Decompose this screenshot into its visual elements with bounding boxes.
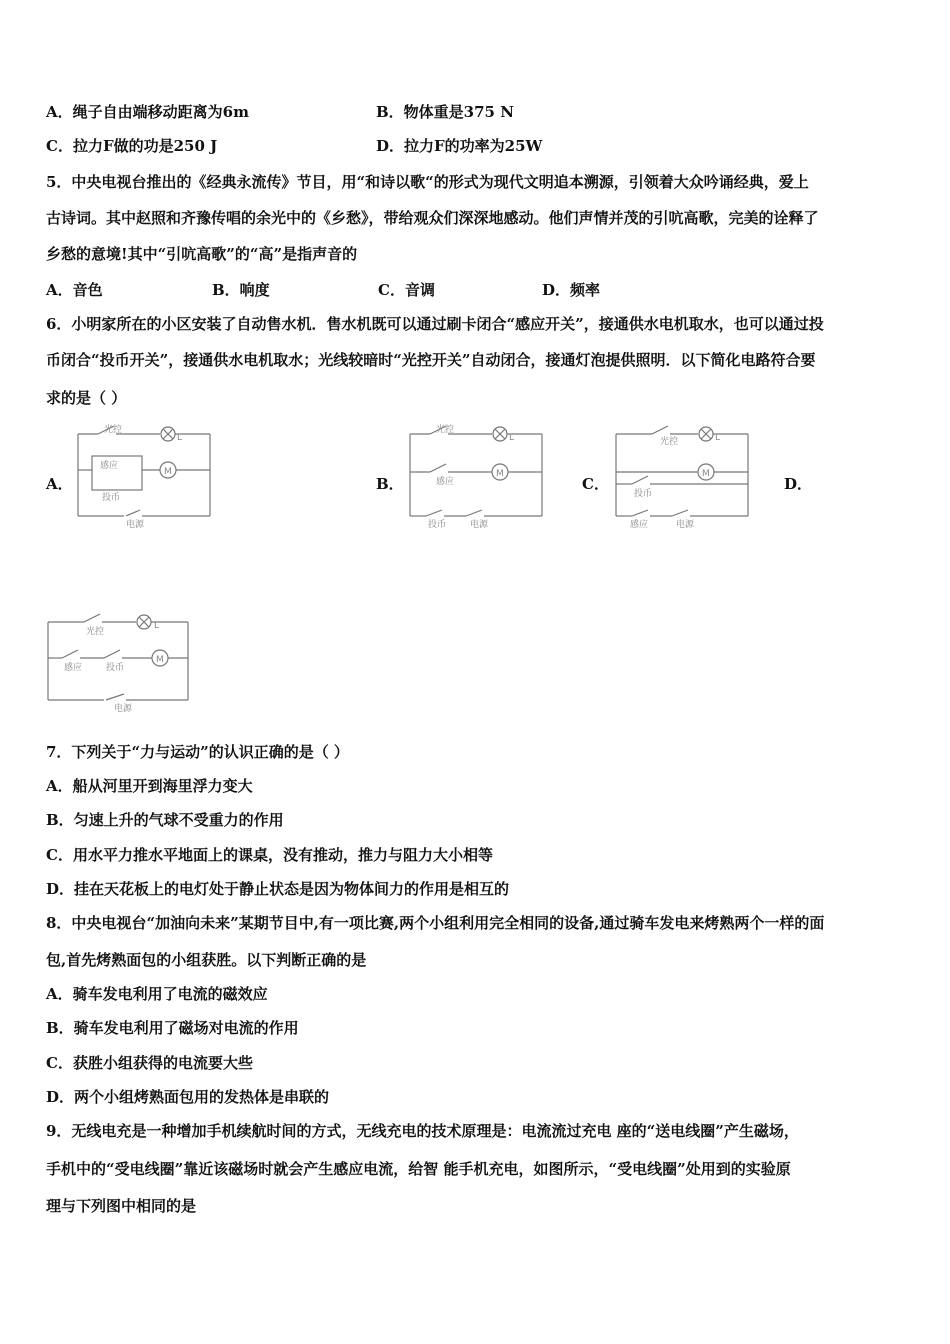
q7-option-d: D．挂在天花板上的电灯处于静止状态是因为物体间力的作用是相互的 (46, 880, 510, 898)
circuit-diagram-d (44, 608, 194, 714)
circuit-d-induction-label: 感应 (64, 663, 83, 673)
q6-label-a: A． (46, 475, 73, 493)
q5-option-b: B．响度 (212, 281, 270, 299)
circuit-d-coin-label: 投币 (106, 663, 125, 673)
q7-stem: 7．下列关于“力与运动”的认识正确的是（ ） (46, 743, 349, 761)
q5-stem-line1: 5．中央电视台推出的《经典永流传》节目，用“和诗以歌“的形式为现代文明追本溯源，引领着大众吟诵经典，爱上 (46, 173, 809, 191)
q7-option-c: C．用水平力推水平地面上的课桌，没有推动，推力与阻力大小相等 (46, 846, 493, 864)
q5-option-d: D．频率 (542, 281, 601, 299)
q8-stem-line2: 包,首先烤熟面包的小组获胜。以下判断正确的是 (46, 951, 367, 969)
circuit-d-power-label: 电源 (114, 704, 133, 714)
q7-option-a: A．船从河里开到海里浮力变大 (46, 777, 253, 795)
circuit-diagram-b (406, 424, 546, 530)
circuit-d-motor-label: M (156, 655, 164, 665)
circuit-c-light-label: 光控 (660, 437, 679, 447)
q5-option-c: C．音调 (378, 281, 435, 299)
q6-stem-line2: 币闭合“投币开关”，接通供水电机取水；光线较暗时“光控开关”自动闭合，接通灯泡提供照明．以下简化电路符合要 (46, 351, 816, 369)
circuit-c-induction-label: 感应 (630, 520, 649, 530)
q8-option-b: B．骑车发电利用了磁场对电流的作用 (46, 1019, 299, 1037)
circuit-b-motor-label: M (496, 469, 504, 479)
q4-option-d: D．拉力F的功率为25W (376, 137, 543, 155)
circuit-a-power-label: 电源 (126, 520, 145, 530)
q6-label-c: C． (582, 475, 609, 493)
q6-label-d: D． (784, 475, 813, 493)
q5-stem-line2: 古诗词。其中赵照和齐豫传唱的余光中的《乡愁》，带给观众们深深地感动。他们声情并茂的引吭高歌，完美的诠释了 (46, 209, 819, 227)
q4-option-b: B．物体重是375 N (376, 103, 514, 121)
circuit-b-power-label: 电源 (470, 520, 489, 530)
circuit-a-coin-label: 投币 (102, 493, 121, 503)
q4-option-c: C．拉力F做的功是250 J (46, 137, 218, 155)
q8-option-a: A．骑车发电利用了电流的磁效应 (46, 985, 268, 1003)
q9-stem-line2: 手机中的“受电线圈”靠近该磁场时就会产生感应电流，给智 能手机充电，如图所示，“受电线圈”处用到的实验原 (46, 1160, 791, 1178)
circuit-c-motor-label: M (702, 469, 710, 479)
q7-option-b: B．匀速上升的气球不受重力的作用 (46, 811, 284, 829)
circuit-c-power-label: 电源 (676, 520, 695, 530)
q6-stem-line3: 求的是（ ） (46, 389, 127, 407)
circuit-b-coin-label: 投币 (428, 520, 447, 530)
circuit-diagram-a (74, 424, 214, 530)
q8-option-c: C．获胜小组获得的电流要大些 (46, 1054, 253, 1072)
q8-option-d: D．两个小组烤熟面包用的发热体是串联的 (46, 1088, 330, 1106)
circuit-a-light-label: 光控 (104, 425, 123, 435)
q5-option-a: A．音色 (46, 281, 103, 299)
circuit-b-lamp-label: L (509, 433, 515, 443)
circuit-a-motor-label: M (164, 467, 172, 477)
circuit-c-lamp-label: L (715, 433, 721, 443)
q8-stem-line1: 8．中央电视台“加油向未来”某期节目中,有一项比赛,两个小组利用完全相同的设备,通过骑车发电来烤熟两个一样的面 (46, 914, 825, 932)
circuit-d-light-label: 光控 (86, 627, 105, 637)
circuit-a-induction-label: 感应 (100, 461, 119, 471)
circuit-d-lamp-label: L (154, 621, 160, 631)
q4-option-a: A．绳子自由端移动距离为6m (46, 103, 249, 121)
q6-stem-line1: 6．小明家所在的小区安装了自动售水机．售水机既可以通过刷卡闭合“感应开关”，接通供水电机取水，也可以通过投 (46, 315, 824, 333)
q5-stem-line3: 乡愁的意境!其中“引吭高歌”的“高”是指声音的 (46, 245, 358, 263)
circuit-diagram-c (612, 424, 752, 530)
circuit-b-light-label: 光控 (436, 425, 455, 435)
circuit-b-induction-label: 感应 (436, 477, 455, 487)
q9-stem-line1: 9．无线电充是一种增加手机续航时间的方式，无线充电的技术原理是：电流流过充电 座的“送电线圈”产生磁场， (46, 1122, 799, 1140)
q6-label-b: B． (376, 475, 404, 493)
circuit-c-coin-label: 投币 (634, 489, 653, 499)
q9-stem-line3: 理与下列图中相同的是 (46, 1197, 197, 1215)
circuit-a-lamp-label: L (177, 433, 183, 443)
